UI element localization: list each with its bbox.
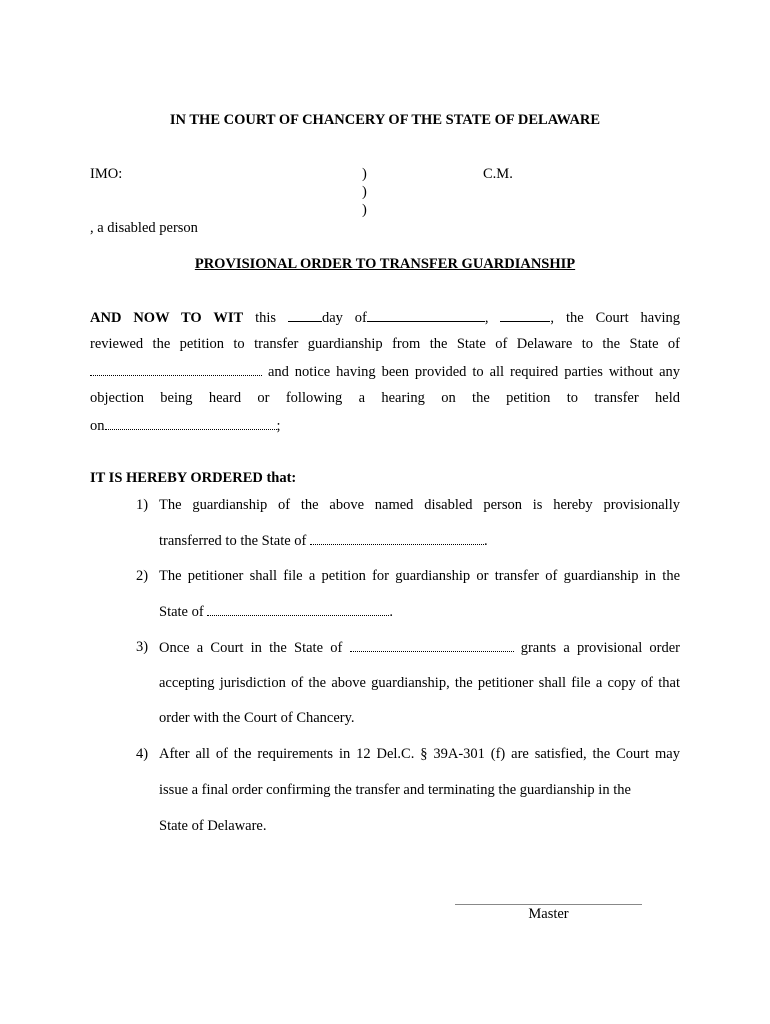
year-blank[interactable] — [500, 309, 550, 322]
intro-this: this — [255, 310, 277, 326]
intro-lead: AND NOW TO WIT — [90, 310, 244, 326]
intro-line-1 — [90, 309, 680, 327]
imo-label: IMO: — [90, 166, 123, 182]
item-2-suffix: . — [389, 604, 393, 620]
item-4-line-3: State of Delaware. — [159, 818, 267, 834]
item-1-state-blank[interactable] — [310, 532, 484, 545]
intro-court-having: , the Court having — [550, 310, 681, 326]
hearing-date-blank[interactable] — [105, 417, 277, 430]
intro-day-of: day of — [321, 310, 367, 326]
item-4-line-2: issue a final order confirming the transfer and terminating the guardianship in the — [159, 782, 631, 798]
item-4-line-1: After all of the requirements in 12 Del.C. § 39A-301 (f) are satisfied, the Court may — [159, 746, 680, 762]
cm-label: C.M. — [483, 166, 513, 182]
intro-line-3 — [90, 363, 680, 381]
intro-semicolon: ; — [276, 418, 281, 434]
order-title: PROVISIONAL ORDER TO TRANSFER GUARDIANSHIP — [194, 256, 576, 272]
item-3-prefix: Once a Court in the State of — [159, 640, 343, 656]
day-blank[interactable] — [288, 309, 322, 322]
item-3-suffix: grants a provisional order — [520, 640, 681, 656]
intro-line-2: reviewed the petition to transfer guardianship from the State of Delaware to the State of — [90, 336, 680, 352]
item-3-state-blank[interactable] — [350, 639, 514, 652]
item-1-prefix: transferred to the State of — [159, 533, 307, 549]
disabled-person-label: , a disabled person — [90, 220, 198, 236]
intro-line-4: objection being heard or following a hearing on the petition to transfer held — [90, 390, 680, 406]
intro-comma: , — [484, 310, 489, 326]
court-heading: IN THE COURT OF CHANCERY OF THE STATE OF DELAWARE — [169, 112, 601, 128]
month-blank[interactable] — [367, 309, 485, 322]
item-1-suffix: . — [483, 533, 488, 549]
item-2-line-1: The petitioner shall file a petition for guardianship or transfer of guardianship in the — [159, 568, 680, 584]
item-2-prefix: State of — [159, 604, 204, 620]
item-number: 2) — [136, 568, 149, 584]
state-blank[interactable] — [90, 363, 262, 376]
caption-paren: ) — [362, 184, 367, 200]
signature-label: Master — [528, 906, 569, 922]
intro-line-3-text: and notice having been provided to all required parties without any — [267, 364, 680, 380]
item-number: 3) — [136, 639, 149, 655]
item-number: 1) — [136, 497, 149, 513]
signature-line[interactable] — [455, 904, 642, 905]
ordered-heading: IT IS HEREBY ORDERED that: — [90, 470, 297, 486]
caption-paren: ) — [362, 202, 367, 218]
intro-on: on — [90, 418, 105, 434]
item-3-line-2: accepting jurisdiction of the above guardianship, the petitioner shall file a copy of that — [159, 675, 680, 691]
item-number: 4) — [136, 746, 149, 762]
item-2-state-blank[interactable] — [207, 603, 389, 616]
intro-line-5 — [90, 417, 281, 435]
item-1-line-2 — [159, 532, 680, 550]
caption-paren: ) — [362, 166, 367, 182]
item-2-line-2 — [159, 603, 680, 621]
item-3-line-1 — [159, 639, 680, 657]
item-1-line-1: The guardianship of the above named disabled person is hereby provisionally — [159, 497, 680, 513]
item-3-line-3: order with the Court of Chancery. — [159, 710, 355, 726]
